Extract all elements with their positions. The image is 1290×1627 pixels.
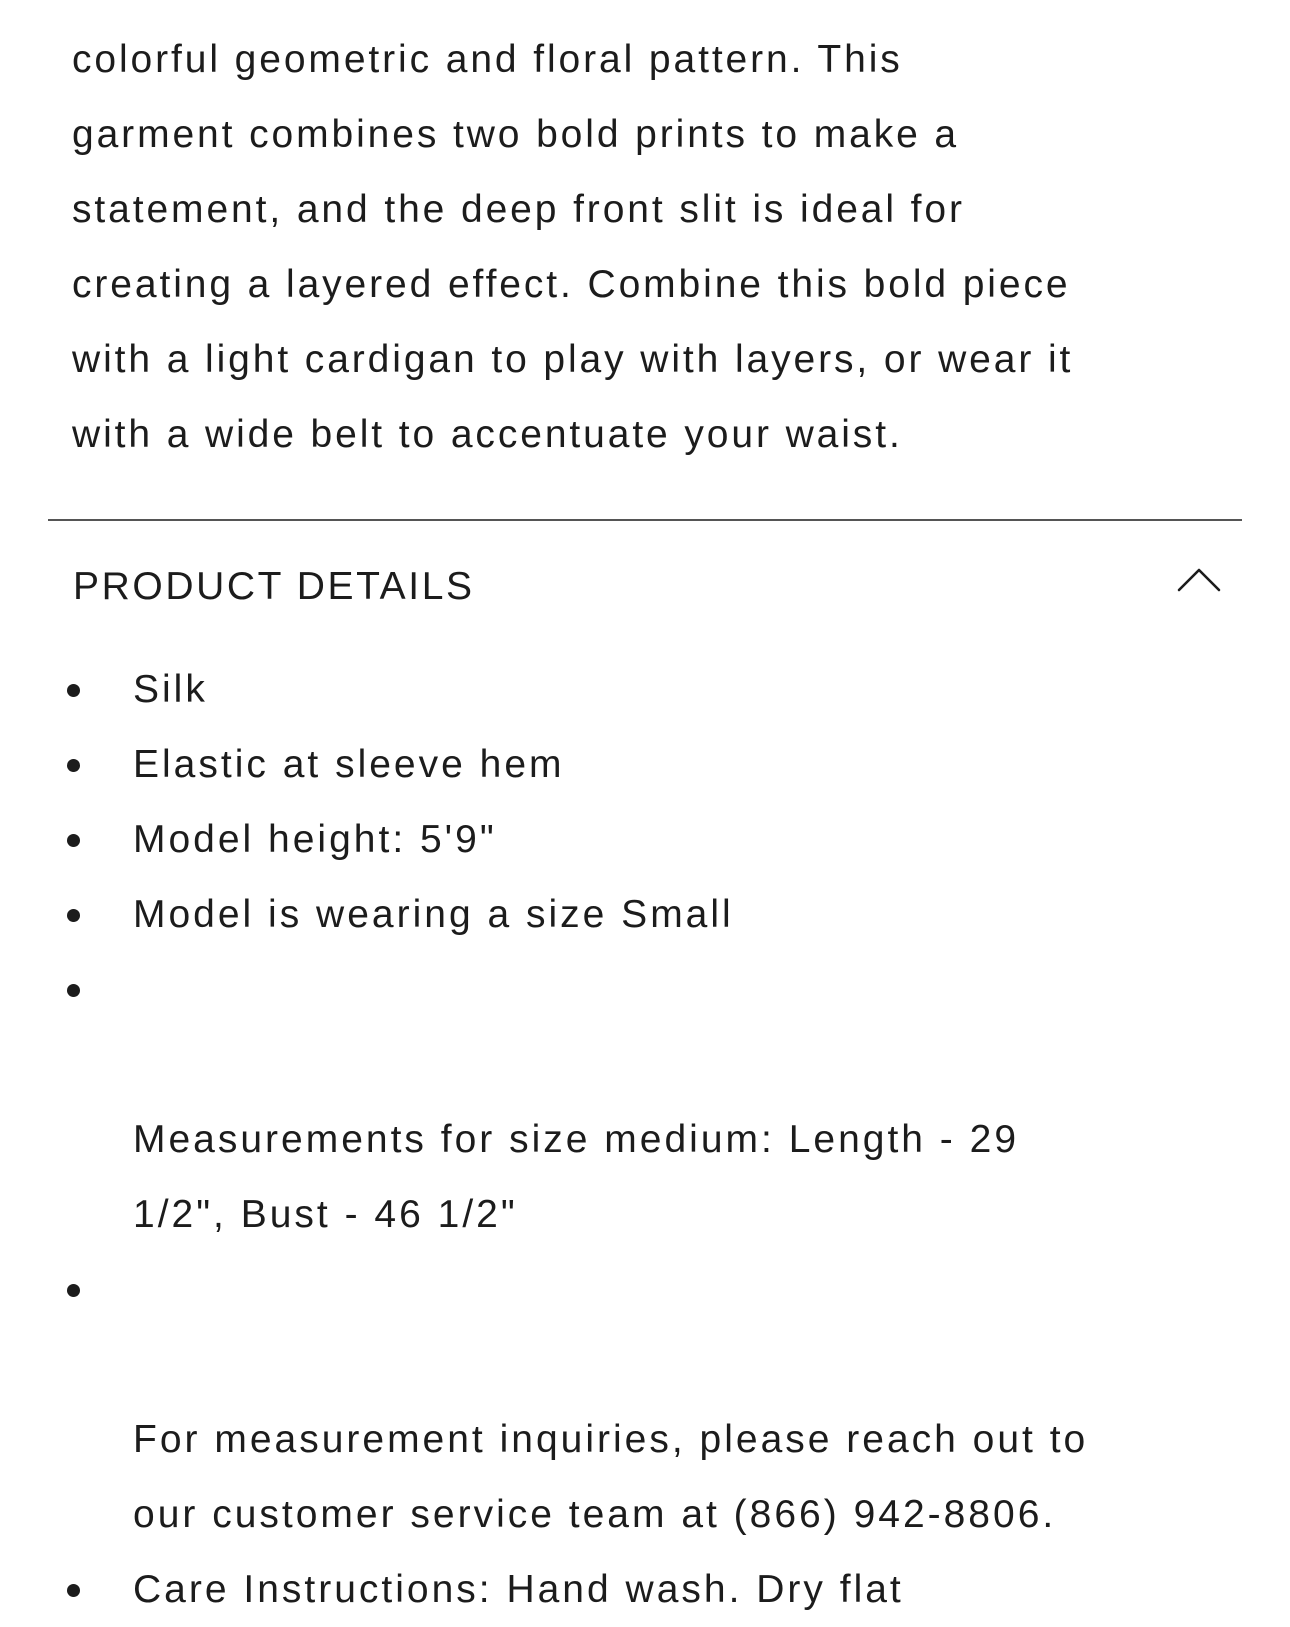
list-item xyxy=(0,1552,1290,1627)
product-details-list xyxy=(0,652,1290,1627)
section-divider xyxy=(48,519,1242,521)
list-item xyxy=(0,727,1290,802)
list-item xyxy=(0,1252,1290,1552)
list-item-text: Elastic at sleeve hem xyxy=(133,743,565,786)
list-item xyxy=(0,952,1290,1252)
list-item-text: Model height: 5'9" xyxy=(133,818,497,861)
list-item-text: Model is wearing a size Small xyxy=(133,893,734,936)
list-item xyxy=(0,802,1290,877)
list-item-text: Measurements for size medium: Length - 29 1/2", Bust - 46 1/2" xyxy=(133,1118,1020,1236)
list-item-text: Care Instructions: Hand wash. Dry flat xyxy=(133,1568,904,1611)
bullet-icon xyxy=(67,759,80,772)
bullet-icon xyxy=(67,834,80,847)
list-item xyxy=(0,877,1290,952)
list-item-text: Silk xyxy=(133,668,208,711)
bullet-icon xyxy=(67,909,80,922)
chevron-up-icon[interactable] xyxy=(1176,564,1222,594)
bullet-icon xyxy=(67,1584,80,1597)
bullet-icon xyxy=(67,984,80,997)
list-item-text: For measurement inquiries, please reach out to our customer service team at (866) 942-8806. xyxy=(133,1418,1089,1536)
list-item xyxy=(0,652,1290,727)
bullet-icon xyxy=(67,684,80,697)
product-details-toggle[interactable] xyxy=(48,540,1242,636)
bullet-icon xyxy=(67,1284,80,1297)
product-description: colorful geometric and floral pattern. This garment combines two bold prints to make a statement, and the deep front slit is ideal for creating a layered effect. Combine this bold piece with a light cardigan to play with layers, or wear it with a wide belt to accentuate your waist. xyxy=(72,38,1074,456)
product-details-title: PRODUCT DETAILS xyxy=(73,565,475,608)
